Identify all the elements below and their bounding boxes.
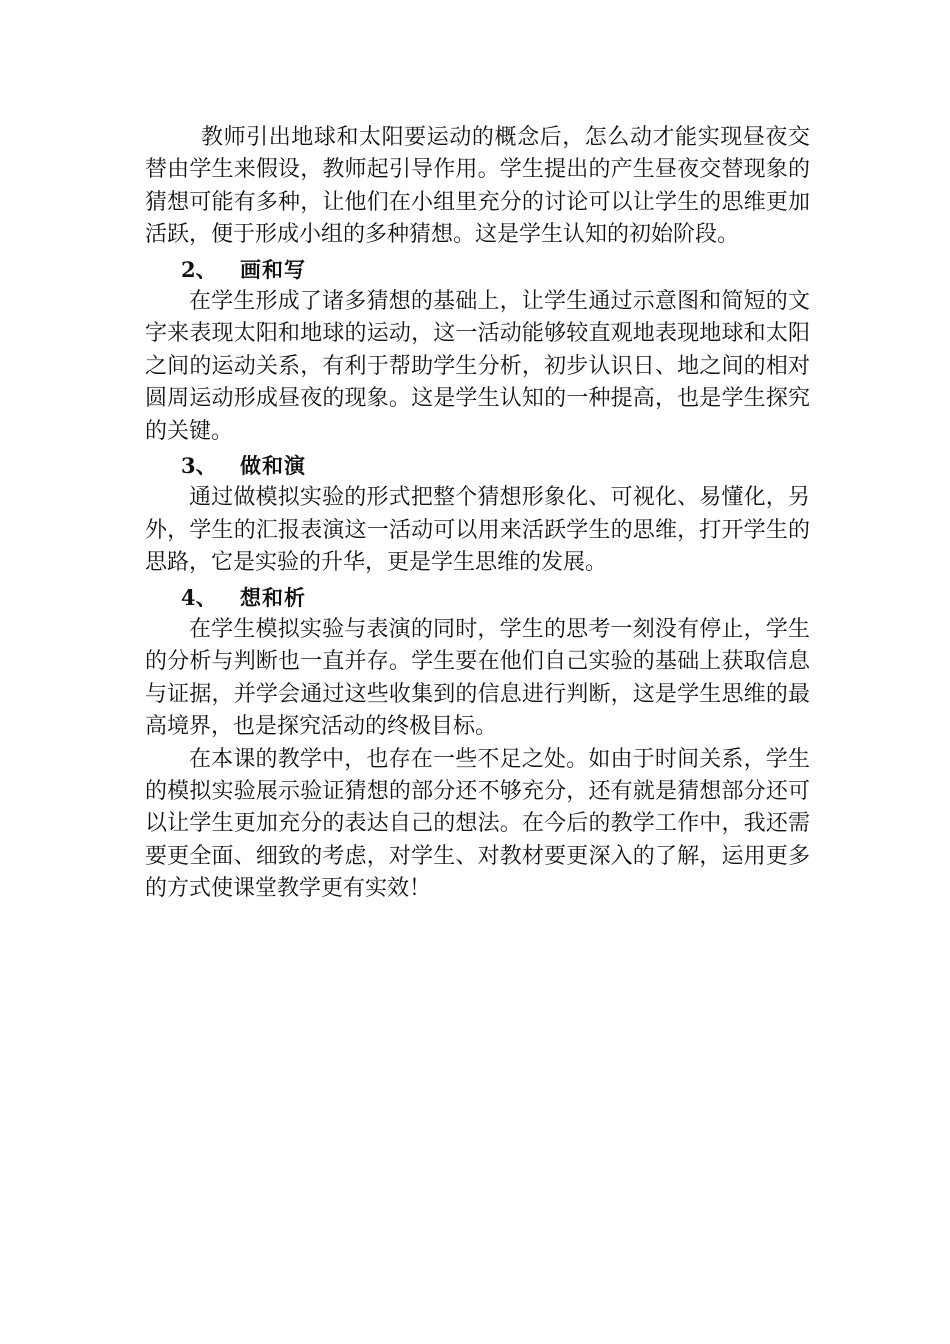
closing-paragraph: 在本课的教学中，也存在一些不足之处。如由于时间关系，学生的模拟实验展示验证猜想的部分还不够充分，还有就是猜想部分还可以让学生更加充分的表达自己的想法。在今后的教学工作中，我还需要更全面、细致的考虑，对学生、对教材要更深入的了解，运用更多的方式使课堂教学更有实效！: [145, 746, 810, 902]
section-title: 想和析: [240, 584, 306, 610]
section-heading-3: [145, 450, 810, 482]
section-title: 画和写: [240, 256, 306, 282]
section-body-3: 通过做模拟实验的形式把整个猜想形象化、可视化、易懂化，另外，学生的汇报表演这一活动可以用来活跃学生的思维，打开学生的思路，它是实验的升华，更是学生思维的发展。: [145, 485, 810, 576]
section-body-2: 在学生形成了诸多猜想的基础上，让学生通过示意图和简短的文字来表现太阳和地球的运动，这一活动能够较直观地表现地球和太阳之间的运动关系，有利于帮助学生分析，初步认识日、地之间的相对圆周运动形成昼夜的现象。这是学生认知的一种提高，也是学生探究的关键。: [145, 289, 810, 444]
document-page: [145, 122, 810, 906]
section-number: 2、: [181, 256, 217, 282]
section-number: 3、: [181, 453, 217, 479]
section-body-4: 在学生模拟实验与表演的同时，学生的思考一刻没有停止，学生的分析与判断也一直并存。学生要在他们自己实验的基础上获取信息与证据，并学会通过这些收集到的信息进行判断，这是学生思维的最高境界，也是探究活动的终极目标。: [145, 617, 810, 740]
section-title: 做和演: [240, 453, 306, 479]
section-heading-4: [145, 582, 810, 614]
intro-paragraph: 教师引出地球和太阳要运动的概念后，怎么动才能实现昼夜交替由学生来假设，教师起引导作用。学生提出的产生昼夜交替现象的猜想可能有多种，让他们在小组里充分的讨论可以让学生的思维更加活跃，便于形成小组的多种猜想。这是学生认知的初始阶段。: [145, 125, 810, 248]
section-heading-2: [145, 254, 810, 286]
section-number: 4、: [181, 584, 217, 610]
